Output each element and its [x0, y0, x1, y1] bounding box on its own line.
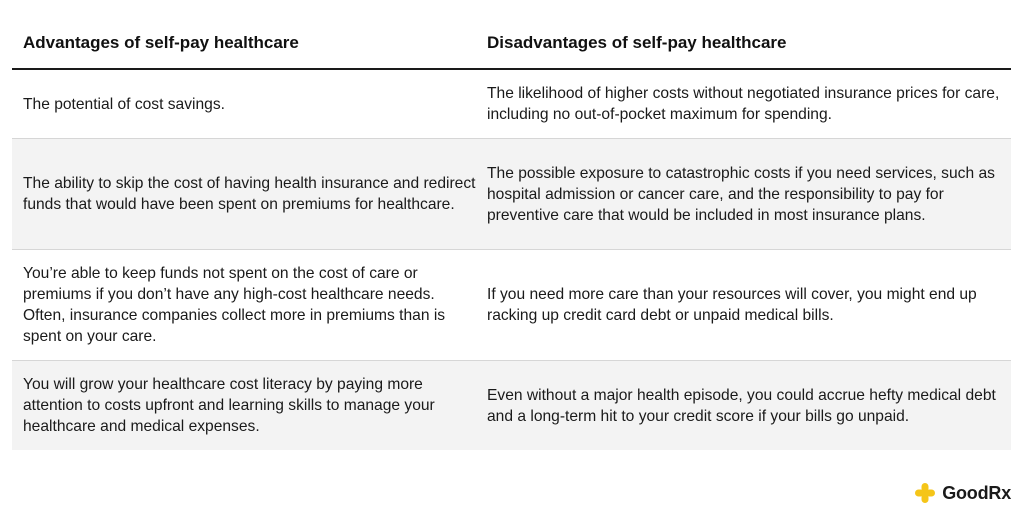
advantage-cell: You’re able to keep funds not spent on the cost of care or premiums if you don’t have any high-cost healthcare needs. Often, insurance companies collect more in premiums than is spent on your care. — [23, 265, 446, 345]
table-row — [12, 70, 1011, 139]
header-advantages: Advantages of self-pay healthcare — [23, 33, 299, 52]
table-row — [12, 139, 1011, 250]
advantage-cell: The ability to skip the cost of having health insurance and redirect funds that would have been spent on premiums for healthcare. — [23, 175, 476, 213]
goodrx-logo-text: GoodRx — [942, 482, 1011, 503]
disadvantage-cell: The possible exposure to catastrophic costs if you need services, such as hospital admission or cancer care, and the responsibility to pay for preventive care that would be included in most insurance plans. — [487, 164, 995, 224]
disadvantage-cell: The likelihood of higher costs without negotiated insurance prices for care, including no out-of-pocket maximum for spending. — [487, 85, 1000, 123]
comparison-table — [12, 18, 1011, 450]
advantage-cell: The potential of cost savings. — [23, 95, 225, 113]
disadvantage-cell: If you need more care than your resources will cover, you might end up racking up credit card debt or unpaid medical bills. — [487, 286, 977, 324]
goodrx-logo — [914, 482, 1011, 504]
header-disadvantages: Disadvantages of self-pay healthcare — [487, 33, 787, 52]
table-header — [12, 18, 1011, 70]
advantage-cell: You will grow your healthcare cost literacy by paying more attention to costs upfront and learning skills to manage your healthcare and medical expenses. — [23, 376, 435, 435]
table-row — [12, 361, 1011, 450]
goodrx-plus-icon — [914, 482, 936, 504]
table-row — [12, 250, 1011, 361]
disadvantage-cell: Even without a major health episode, you could accrue hefty medical debt and a long-term hit to your credit score if your bills go unpaid. — [487, 386, 996, 425]
